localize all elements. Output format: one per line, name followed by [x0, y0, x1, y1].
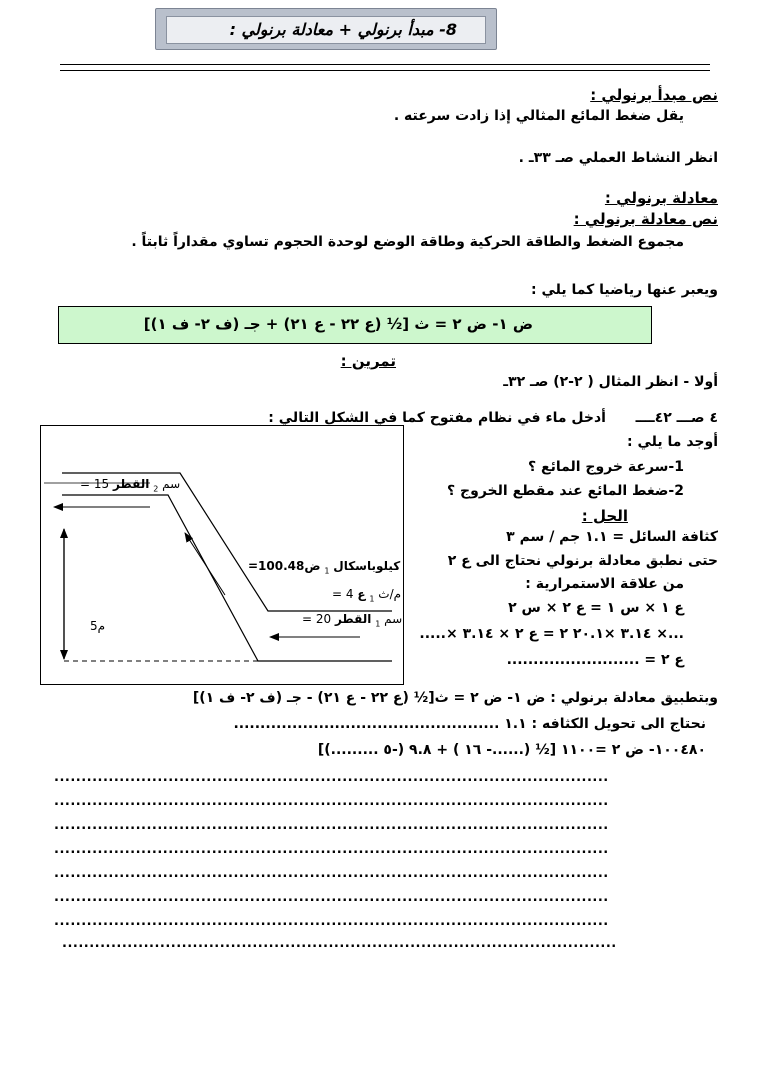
diameter-2-label	[80, 477, 180, 493]
title-rule-top	[60, 64, 710, 65]
need-v2-line: حتى نطبق معادلة برنولي نحتاج الى ع ٢	[447, 553, 718, 569]
activity-reference: انظر النشاط العملي صـ ٣٣ـ .	[518, 150, 718, 166]
solution-heading: الحل :	[581, 507, 628, 525]
answer-line: ......................................................................................................	[54, 818, 609, 833]
density-convert: نحتاج الى تحويل الكثافه : ١.١ ..................................................	[233, 716, 706, 732]
equation-subheading: نص معادلة برنولي :	[573, 210, 718, 228]
velocity-1-value: = 4 م/ث	[332, 587, 402, 601]
exercise-heading: تمرين :	[340, 352, 396, 370]
pressure-1-symbol: ض	[304, 559, 321, 573]
final-substitution: ١٠٠٤٨٠- ض ٢ =١١٠٠ [½ (......- ١٦ ) + ٩.٨ (-٥ .........)]	[317, 742, 706, 758]
equation-statement: مجموع الضغط والطاقة الحركية وطاقة الوضع لوحدة الحجوم تساوي مقداراً ثابتاً .	[131, 234, 684, 250]
continuity-substitution: ...× ٣.١٤ ×٢٠.١ ٢ = ع ٢ × ٣.١٤ ×.....	[419, 626, 684, 642]
exercise-first: أولا - انظر المثال ( ٢-٢) صـ ٣٢ـ	[503, 374, 718, 390]
continuity-equation: ع ١ × س ١ = ع ٢ × س ٢	[508, 600, 684, 616]
diameter-1-label	[302, 612, 402, 628]
question-2: 2-ضغط المائع عند مقطع الخروج ؟	[447, 483, 684, 499]
pipe-diagram-svg	[40, 425, 404, 685]
pipe-diagram	[40, 425, 404, 685]
answer-line: ......................................................................................................	[54, 914, 609, 929]
page-title: 8- مبدأ برنولي + معادلة برنولي :	[229, 20, 457, 39]
math-intro: ويعبر عنها رياضيا كما يلي :	[530, 282, 718, 298]
answer-line: ......................................................................................................	[62, 936, 617, 951]
find-label: أوجد ما يلي :	[627, 434, 718, 450]
diameter-2-value: = 15 سم	[80, 477, 181, 491]
diameter-1-value: = 20 سم	[302, 612, 403, 626]
title-banner	[155, 8, 497, 50]
pressure-1-sub: 1	[324, 566, 330, 576]
formula-box	[58, 306, 652, 344]
answer-line: ......................................................................................................	[54, 842, 609, 857]
diameter-1-sub: 1	[375, 619, 381, 629]
pressure-1-label	[248, 559, 400, 575]
v2-result: ع ٢ = .........................	[506, 652, 684, 668]
diameter-2-word: القطر	[112, 477, 150, 491]
answer-line: ......................................................................................................	[54, 890, 609, 905]
slope-flow-arrow	[185, 533, 225, 595]
continuity-line: من علاقة الاستمرارية :	[525, 576, 684, 592]
answer-line: ......................................................................................................	[54, 866, 609, 881]
bernoulli-formula: ض ١- ض ٢ = ث [½ (ع ٢٢ - ع ٢١) + جـ (ف ٢- ف ١)]	[143, 315, 533, 333]
principle-heading: نص مبدأ برنولي :	[590, 86, 718, 104]
title-rule-bottom	[60, 70, 710, 71]
equation-heading: معادلة برنولي :	[604, 189, 718, 207]
height-label: 5م	[90, 619, 106, 633]
diameter-1-word: القطر	[334, 612, 372, 626]
apply-bernoulli: وبتطبيق معادلة برنولي : ض ١- ض ٢ = ث[½ (ع ٢٢ - ع ٢١) - جـ (ف ٢- ف ١)]	[192, 690, 718, 706]
density-line: كثافة السائل = ١.١ جم / سم ٣	[506, 529, 718, 545]
pressure-1-value: =100.48كيلوباسكال	[248, 559, 401, 573]
answer-line: ......................................................................................................	[54, 770, 609, 785]
question-1: 1-سرعة خروج المائع ؟	[528, 459, 684, 475]
principle-statement: يقل ضغط المائع المثالي إذا زادت سرعته .	[393, 108, 684, 124]
problem-ref: ٤ صـــ ٤٢ــــ	[635, 410, 718, 426]
diameter-2-sub: 2	[153, 484, 159, 494]
velocity-1-label	[332, 587, 401, 603]
pipe-lower-wall	[62, 495, 392, 661]
answer-line: ......................................................................................................	[54, 794, 609, 809]
velocity-1-symbol: ع	[357, 587, 366, 601]
problem-text: أدخل ماء في نظام مفتوح كما في الشكل التالي :	[268, 410, 606, 426]
velocity-1-sub: 1	[369, 594, 375, 604]
